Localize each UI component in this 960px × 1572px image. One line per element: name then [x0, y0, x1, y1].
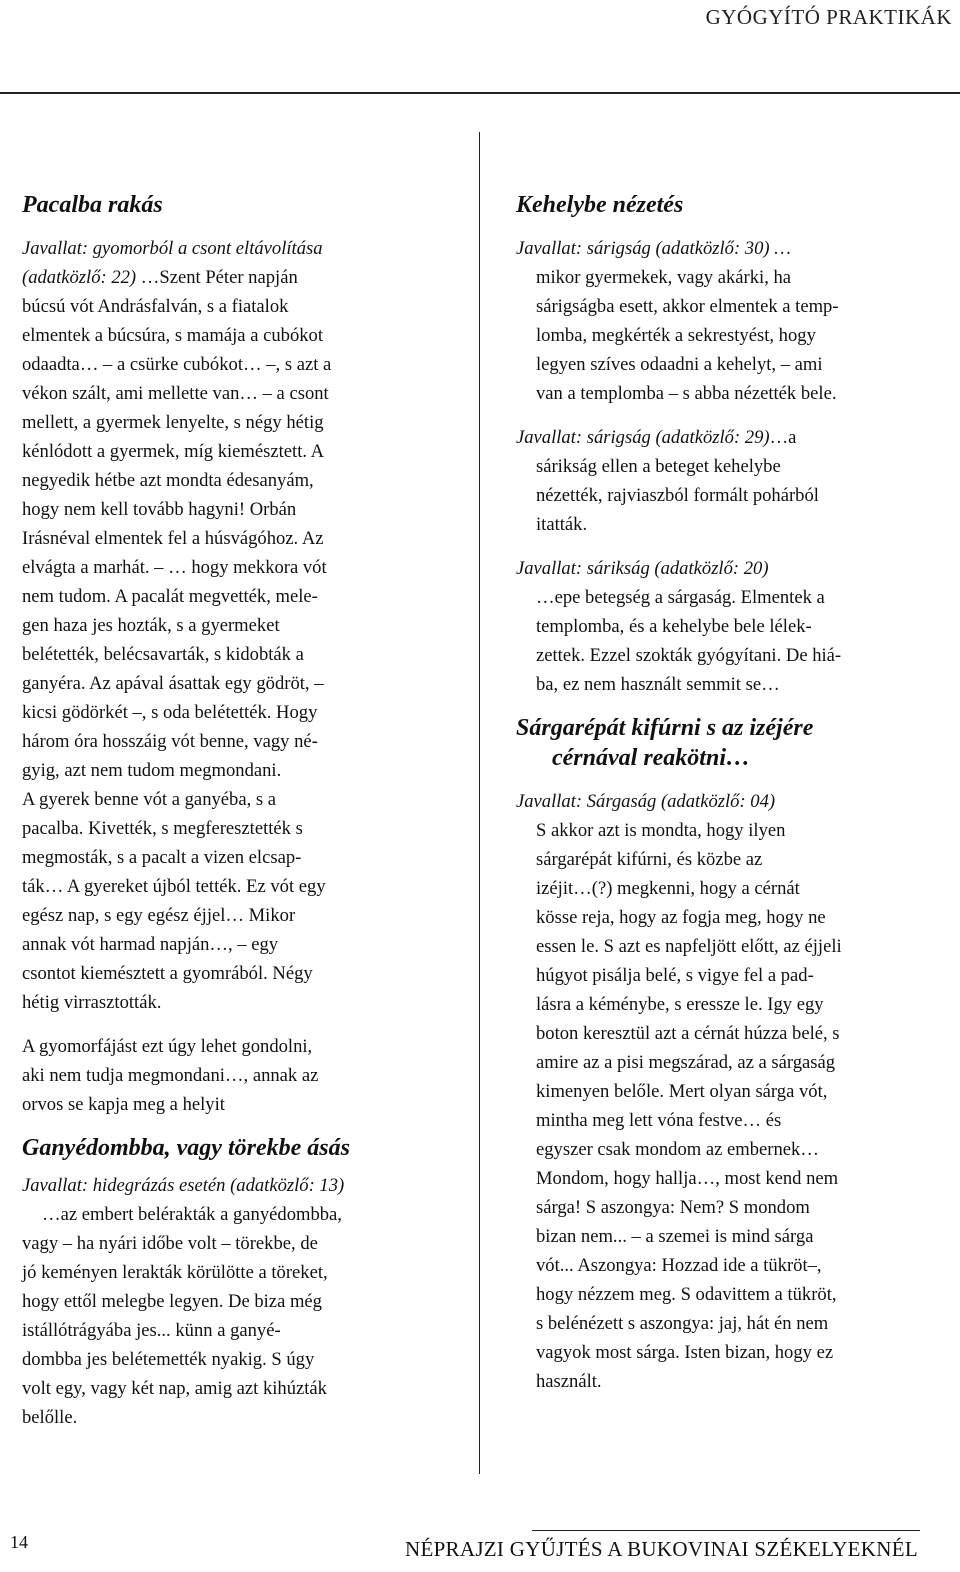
text-line: belőlle. [22, 1407, 78, 1428]
header-rule [0, 92, 960, 94]
text-line: zettek. Ezzel szokták gyógyítani. De hiá- [536, 645, 842, 666]
right-column [516, 190, 950, 1396]
informant-ref: (adatközlő: 22) [22, 267, 137, 288]
text-line: A gyerek benne vót a ganyéba, s a [22, 789, 277, 810]
text-line: használt. [536, 1371, 602, 1392]
text-line: mellett, a gyermek lenyelte, s négy hétig [22, 412, 324, 433]
text-line: sárikság ellen a beteget kehelybe [536, 456, 781, 477]
text-line: gen haza jes hozták, s a gyermeket [22, 615, 280, 636]
text-line: nézették, rajviaszból formált pohárból [536, 485, 819, 506]
text-line: negyedik hétbe azt mondta édesanyám, [22, 470, 314, 491]
text-line: odaadta… – a csürke cubókot… –, s azt a [22, 354, 332, 375]
text-line: húgyot pisálja belé, s vigye fel a pad- [536, 965, 814, 986]
text-line: elvágta a marhát. – … hogy mekkora vót [22, 557, 327, 578]
text-line: van a templomba – s abba nézették bele. [536, 383, 837, 404]
text-line: gyig, azt nem tudom megmondani. [22, 760, 282, 781]
text-line: hogy ettől melegbe legyen. De biza még [22, 1291, 322, 1312]
section-title: Sárgarépát kifúrni s az izéjére [516, 715, 814, 741]
text-line: lomba, megkérték a sekrestyést, hogy [536, 325, 816, 346]
text-line: pacalba. Kivették, s megferesztették s [22, 818, 303, 839]
column-divider [479, 132, 480, 1474]
text-line: volt egy, vagy két nap, amig azt kihúzták [22, 1378, 327, 1399]
text-line: egyszer csak mondom az embernek… [536, 1139, 819, 1160]
text-line: vagy – ha nyári időbe volt – törekbe, de [22, 1233, 318, 1254]
section-title: Ganyédombba, vagy törekbe ásás [22, 1135, 350, 1161]
text-line: hogy nem kell tovább hagyni! Orbán [22, 499, 297, 520]
text-line: kimenyen belőle. Mert olyan sárga vót, [536, 1081, 828, 1102]
text-line: ganyéra. Az apával ásattak egy gödröt, – [22, 673, 324, 694]
text-line: mikor gyermekek, vagy akárki, ha [536, 267, 792, 288]
text-line: kénlódott a gyermek, míg kiemésztett. A [22, 441, 325, 462]
text-line: ba, ez nem használt semmit se… [536, 674, 780, 695]
text-line: kösse reja, hogy az fogja meg, hogy ne [536, 907, 826, 928]
running-footer: NÉPRAJZI GYŰJTÉS A BUKOVINAI SZÉKELYEKNÉL [404, 1537, 918, 1561]
text-line: ták… A gyereket újból tették. Ez vót egy [22, 876, 326, 897]
running-header: GYÓGYÍTÓ PRAKTIKÁK [705, 5, 952, 29]
text-line: elmentek a búcsúra, s mamája a cubókot [22, 325, 324, 346]
text-line: vagyok most sárga. Isten bizan, hogy ez [536, 1342, 834, 1363]
indication-line: Javallat: gyomorból a csont eltávolítása [22, 238, 323, 259]
footer-rule [532, 1530, 920, 1531]
text-line: orvos se kapja meg a helyit [22, 1094, 225, 1115]
text-line: sárga! S aszongya: Nem? S mondom [536, 1197, 810, 1218]
text-fragment: …Szent Péter napján [136, 267, 298, 288]
section-title: Pacalba rakás [22, 192, 163, 218]
text-line: izéjit…(?) megkenni, hogy a cérnát [536, 878, 800, 899]
text-line: Irásnéval elmentek fel a húsvágóhoz. Az [22, 528, 324, 549]
text-line: hétig virrasztották. [22, 992, 162, 1013]
section-title: Kehelybe nézetés [516, 192, 684, 218]
text-line: amire az a pisi megszárad, az a sárgaság [536, 1052, 836, 1073]
text-line: A gyomorfájást ezt úgy lehet gondolni, [22, 1036, 313, 1057]
indication-line: Javallat: Sárgaság (adatközlő: 04) [516, 791, 776, 812]
text-line: legyen szíves odaadni a kehelyt, – ami [536, 354, 823, 375]
text-line: sárgarépát kifúrni, és közbe az [536, 849, 763, 870]
indication-line: Javallat: sárikság (adatközlő: 20) [516, 558, 769, 579]
text-line [516, 423, 950, 452]
text-line: itatták. [536, 514, 588, 535]
text-line: istállótrágyába jes... künn a ganyé- [22, 1320, 281, 1341]
text-line: …epe betegség a sárgaság. Elmentek a [536, 587, 825, 608]
text-line: belétették, belécsavarták, s kidobták a [22, 644, 304, 665]
text-fragment: …a [769, 427, 797, 448]
text-line: mintha meg lett vóna festve… és [536, 1110, 782, 1131]
indication-line: Javallat: sárigság (adatközlő: 30) … [516, 238, 791, 259]
left-column [22, 190, 440, 1432]
text-line: vót... Aszongya: Hozzad ide a tükröt–, [536, 1255, 822, 1276]
text-line: aki nem tudja megmondani…, annak az [22, 1065, 319, 1086]
indication-fragment: Javallat: sárigság (adatközlő: 29) [516, 427, 770, 448]
text-line: templomba, és a kehelybe bele lélek- [536, 616, 812, 637]
text-line: …az embert belérakták a ganyédombba, [42, 1204, 342, 1225]
text-line: kicsi gödörkét –, s oda belétették. Hogy [22, 702, 318, 723]
section-title-continued: cérnával reakötni… [552, 745, 750, 771]
text-line: boton keresztül azt a cérnát húzza belé, s [536, 1023, 840, 1044]
text-line: lásra a kéménybe, s eressze le. Igy egy [536, 994, 824, 1015]
text-line: sárigságba esett, akkor elmentek a temp- [536, 296, 839, 317]
text-line: hogy nézzem meg. S odavittem a tükröt, [536, 1284, 837, 1305]
text-line: nem tudom. A pacalát megvették, mele- [22, 586, 318, 607]
text-line: három óra hosszáig vót benne, vagy né- [22, 731, 318, 752]
text-line: bizan nem... – a szemei is mind sárga [536, 1226, 814, 1247]
text-line: dombba jes belétemették nyakig. S úgy [22, 1349, 315, 1370]
text-line: csontot kiemésztett a gyomrából. Négy [22, 963, 313, 984]
text-line: S akkor azt is mondta, hogy ilyen [536, 820, 786, 841]
text-line: megmosták, s a pacalt a vizen elcsap- [22, 847, 302, 868]
text-line: s belénézett s aszongya: jaj, hát én nem [536, 1313, 829, 1334]
text-line [22, 263, 440, 292]
text-line: vékon szált, ami mellette van… – a csont [22, 383, 329, 404]
text-line: jó keményen lerakták körülötte a töreket, [22, 1262, 328, 1283]
text-line: búcsú vót Andrásfalván, s a fiatalok [22, 296, 289, 317]
text-line: annak vót harmad napján…, – egy [22, 934, 279, 955]
indication-line: Javallat: hidegrázás esetén (adatközlő: 13) [22, 1175, 345, 1196]
text-line: essen le. S azt es napfeljött előtt, az éjjeli [536, 936, 842, 957]
text-line: egész nap, s egy egész éjjel… Mikor [22, 905, 296, 926]
text-line: Mondom, hogy hallja…, most kend nem [536, 1168, 839, 1189]
page-number: 14 [10, 1532, 28, 1552]
